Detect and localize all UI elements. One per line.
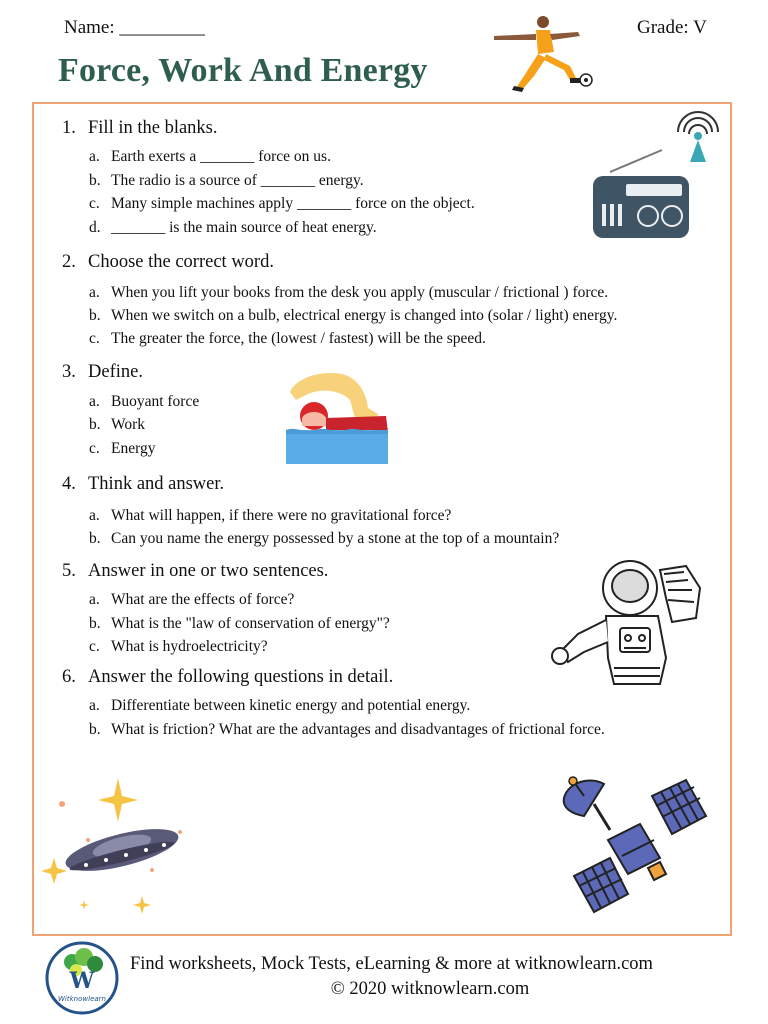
item-text: Buoyant force [111,393,200,410]
question-number: 5. [62,561,76,581]
item-text: Earth exerts a _______ force on us. [111,148,331,165]
name-field [64,17,205,39]
item-letter: c. [89,195,100,212]
item-letter: c. [89,440,100,457]
question-text: Answer the following questions in detail. [88,667,394,687]
satellite-icon [560,776,710,916]
item-letter: a. [89,148,100,165]
item-text: What is friction? What are the advantages and disadvantages of frictional force. [111,721,605,738]
item-letter: b. [89,530,101,547]
question-2-item-c [89,330,486,348]
item-letter: a. [89,284,100,301]
item-letter: c. [89,638,100,655]
question-1-heading [62,118,218,139]
question-5-item-c [89,638,268,656]
item-text: Can you name the energy possessed by a stone at the top of a mountain? [111,530,560,547]
grade-label: Grade: [637,17,689,38]
question-3-item-b [89,416,145,434]
name-label: Name: [64,17,115,38]
question-number: 6. [62,667,76,687]
item-text: Many simple machines apply _______ force on the object. [111,195,475,212]
question-number: 3. [62,362,76,382]
item-letter: a. [89,697,100,714]
logo-text: Witknowlearn [58,995,106,1003]
question-6-item-a [89,697,470,715]
astronaut-icon [548,558,706,688]
question-6-item-b [89,721,605,739]
item-text: What are the effects of force? [111,591,295,608]
question-text: Define. [88,362,143,382]
grade-value: V [693,17,707,38]
question-2-item-a [89,284,608,302]
radio-icon [590,110,725,242]
item-letter: c. [89,330,100,347]
question-text: Answer in one or two sentences. [88,561,329,581]
witknowlearn-logo [44,940,120,1016]
item-text: When you lift your books from the desk you apply (muscular / frictional ) force. [111,284,609,301]
question-3-item-a [89,393,199,411]
soccer-player-icon [488,14,598,94]
item-letter: a. [89,507,100,524]
swimmer-icon [286,370,390,466]
question-number: 4. [62,474,76,494]
item-letter: b. [89,721,101,738]
item-text: What is the "law of conservation of energy"? [111,615,390,632]
question-5-item-a [89,591,294,609]
footer-line-2: © 2020 witknowlearn.com [330,979,530,999]
question-text: Think and answer. [88,474,225,494]
item-text: When we switch on a bulb, electrical energy is changed into (solar / light) energy. [111,307,618,324]
question-3-item-c [89,440,155,458]
item-text: Differentiate between kinetic energy and potential energy. [111,697,471,714]
name-blank: _________ [119,17,205,38]
question-1-item-b [89,172,364,190]
question-6-heading [62,667,393,688]
question-2-item-b [89,307,617,325]
item-text: What is hydroelectricity? [111,638,268,655]
question-1-item-a [89,148,331,166]
item-text: Energy [111,440,156,457]
item-text: _______ is the main source of heat energy. [111,219,377,236]
footer-line-1: Find worksheets, Mock Tests, eLearning & more at witknowlearn.com [130,954,653,974]
question-text: Fill in the blanks. [88,118,218,138]
grade-field [637,17,707,39]
item-letter: b. [89,416,101,433]
item-letter: a. [89,591,100,608]
question-3-heading [62,362,143,383]
item-letter: b. [89,615,101,632]
question-4-item-a [89,507,451,525]
item-letter: b. [89,172,101,189]
item-letter: d. [89,219,101,236]
item-letter: b. [89,307,101,324]
item-text: The greater the force, the (lowest / fastest) will be the speed. [111,330,486,347]
question-5-item-b [89,615,390,633]
logo-letter: W [69,968,95,994]
ufo-icon [40,770,200,922]
question-1-item-d [89,219,377,237]
item-text: What will happen, if there were no gravitational force? [111,507,452,524]
page-title: Force, Work And Energy [58,52,428,89]
question-4-heading [62,474,224,495]
question-number: 2. [62,252,76,272]
question-number: 1. [62,118,76,138]
question-4-item-b [89,530,559,548]
item-text: Work [111,416,146,433]
question-2-heading [62,252,274,273]
question-5-heading [62,561,328,582]
item-text: The radio is a source of _______ energy. [111,172,364,189]
question-text: Choose the correct word. [88,252,274,272]
question-1-item-c [89,195,475,213]
item-letter: a. [89,393,100,410]
